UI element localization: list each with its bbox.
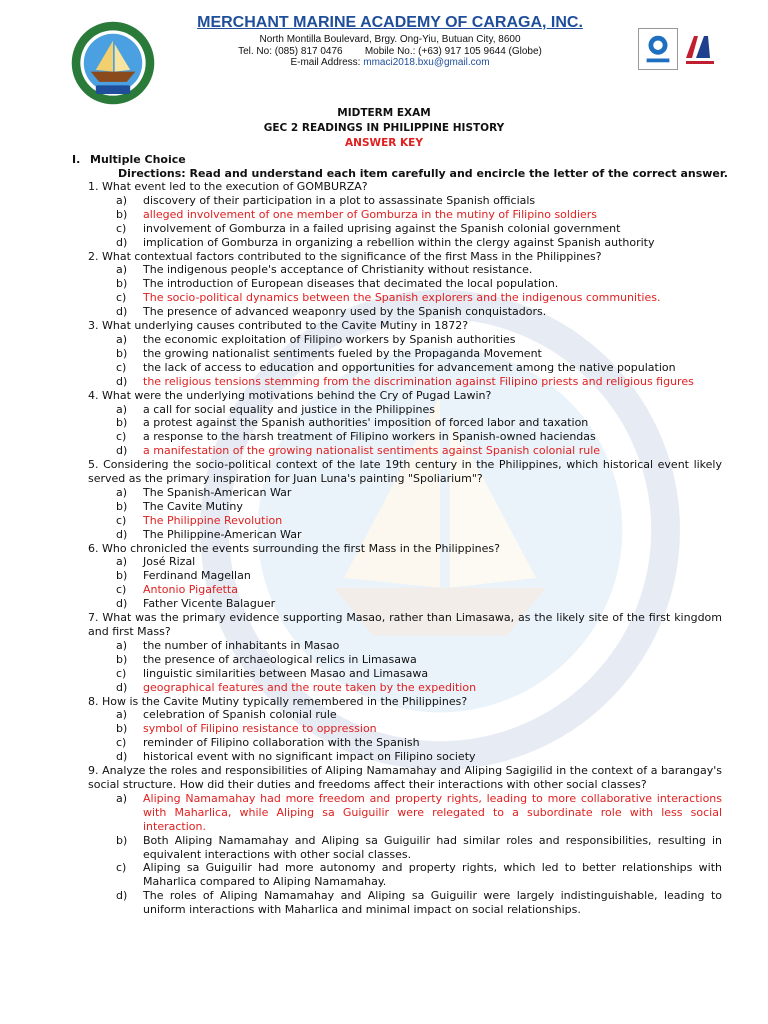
answer-choice[interactable]	[88, 861, 722, 889]
answer-choice[interactable]	[88, 500, 722, 514]
question-text: 2. What contextual factors contributed to the significance of the first Mass in the Philippines?	[88, 249, 602, 263]
choice-text: The roles of Aliping Namamahay and Aliping sa Guiguilir were largely indistinguishable, leading to uniform interactions with Maharlica and minimal impact on social relationships.	[143, 889, 722, 917]
question-text: 8. How is the Cavite Mutiny typically remembered in the Philippines?	[88, 694, 468, 708]
school-name: MERCHANT MARINE ACADEMY OF CARAGA, INC.	[197, 14, 583, 31]
answer-choice[interactable]	[88, 583, 722, 597]
choice-text: the number of inhabitants in Masao	[143, 638, 340, 652]
choice-letter: a)	[116, 193, 128, 207]
choice-text: Aliping sa Guiguilir had more autonomy and property rights, which led to better relationships with Maharlica compared to Aliping Namamahay.	[143, 861, 722, 889]
answer-choice[interactable]	[88, 444, 722, 458]
answer-choice[interactable]	[88, 722, 722, 736]
choice-text: The Cavite Mutiny	[143, 499, 243, 513]
choice-text: discovery of their participation in a plot to assassinate Spanish officials	[143, 193, 536, 207]
choice-text: The Philippine-American War	[143, 527, 302, 541]
choice-letter: c)	[116, 583, 127, 597]
question-text: 7. What was the primary evidence supporting Masao, rather than Limasawa, as the likely site of the first kingdom and first Mass?	[88, 611, 722, 638]
correct-answer-text: Antonio Pigafetta	[143, 583, 238, 597]
exam-titles	[0, 106, 768, 151]
choice-letter: a)	[116, 555, 128, 569]
letterhead	[0, 0, 768, 110]
email-address[interactable]: mmaci2018.bxu@gmail.com	[363, 57, 490, 68]
exam-title: MIDTERM EXAM	[337, 107, 431, 119]
answer-choice[interactable]	[88, 639, 722, 653]
correct-answer-text: The Philippine Revolution	[143, 513, 283, 527]
answer-choice[interactable]	[88, 667, 722, 681]
choice-letter: d)	[116, 680, 128, 694]
answer-choice[interactable]	[88, 263, 722, 277]
choice-letter: b)	[116, 207, 128, 221]
answer-choice[interactable]	[88, 291, 722, 305]
choice-letter: b)	[116, 722, 128, 736]
question-text: 4. What were the underlying motivations behind the Cry of Pugad Lawin?	[88, 388, 492, 402]
choice-letter: d)	[116, 527, 128, 541]
school-address: North Montilla Boulevard, Brgy. Ong-Yiu, Butuan City, 8600	[259, 34, 521, 45]
answer-choice[interactable]	[88, 277, 722, 291]
question-list	[88, 180, 722, 917]
choice-text: linguistic similarities between Masao and Limasawa	[143, 666, 429, 680]
choice-letter: c)	[116, 360, 127, 374]
answer-choice[interactable]	[88, 486, 722, 500]
choice-letter: c)	[116, 221, 127, 235]
answer-choice[interactable]	[88, 375, 722, 389]
choice-letter: d)	[116, 597, 128, 611]
choice-letter: d)	[116, 750, 128, 764]
answer-choice[interactable]	[88, 708, 722, 722]
choice-text: a response to the harsh treatment of Filipino workers in Spanish-owned haciendas	[143, 430, 596, 444]
course-title: GEC 2 READINGS IN PHILIPPINE HISTORY	[263, 122, 505, 134]
choice-letter: c)	[116, 430, 127, 444]
answer-choice[interactable]	[88, 208, 722, 222]
correct-answer-text: The socio-political dynamics between the Spanish explorers and the indigenous communities.	[143, 291, 661, 305]
choice-letter: b)	[116, 416, 128, 430]
choice-letter: b)	[116, 499, 128, 513]
choice-text: José Rizal	[143, 555, 196, 569]
answer-choice[interactable]	[88, 403, 722, 417]
answer-key-label: ANSWER KEY	[345, 137, 423, 149]
choice-letter: c)	[116, 861, 127, 875]
choice-text: implication of Gomburza in organizing a rebellion within the clergy against Spanish authority	[143, 235, 655, 249]
answer-choice[interactable]	[88, 569, 722, 583]
answer-choice[interactable]	[88, 555, 722, 569]
choice-letter: b)	[116, 833, 128, 847]
school-email-line	[160, 57, 620, 68]
choice-letter: c)	[116, 291, 127, 305]
school-seal-icon	[68, 20, 158, 106]
section-heading	[72, 153, 186, 166]
choice-letter: a)	[116, 332, 128, 346]
choice-text: historical event with no significant impact on Filipino society	[143, 750, 476, 764]
correct-answer-text: the religious tensions stemming from the discrimination against Filipino priests and religious figures	[143, 374, 694, 388]
choice-letter: d)	[116, 305, 128, 319]
directions: Directions: Read and understand each item carefully and encircle the letter of the correct answer.	[118, 167, 728, 180]
answer-choice[interactable]	[88, 750, 722, 764]
question-text: 9. Analyze the roles and responsibilities of Aliping Namamahay and Aliping Sagigilid in the context of a barangay's social structure. How did their duties and freedoms affect their interactions with other social classes?	[88, 764, 722, 791]
correct-answer-text: Aliping Namamahay had more freedom and property rights, leading to more collaborative interactions with Maharlica, while Aliping sa Guiguilir were relegated to a subordinate role with less social interaction.	[143, 791, 722, 833]
question-text: 3. What underlying causes contributed to the Cavite Mutiny in 1872?	[88, 319, 469, 333]
choice-letter: d)	[116, 889, 128, 903]
choice-text: The indigenous people's acceptance of Christianity without resistance.	[143, 263, 533, 277]
answer-choice[interactable]	[88, 528, 722, 542]
answer-choice[interactable]	[88, 333, 722, 347]
choice-letter: a)	[116, 791, 128, 805]
choice-text: a protest against the Spanish authorities' imposition of forced labor and taxation	[143, 416, 589, 430]
choice-text: Both Aliping Namamahay and Aliping sa Guiguilir had similar roles and responsibilities, resulting in equivalent interactions with other social classes.	[143, 833, 722, 861]
correct-answer-text: a manifestation of the growing nationalist sentiments against Spanish colonial rule	[143, 444, 601, 458]
choice-letter: a)	[116, 638, 128, 652]
question-text: 1. What event led to the execution of GOMBURZA?	[88, 180, 368, 193]
email-label: E-mail Address:	[290, 57, 364, 68]
section-title: Multiple Choice	[90, 153, 186, 166]
choice-letter: d)	[116, 374, 128, 388]
choice-letter: a)	[116, 708, 128, 722]
choice-letter: b)	[116, 652, 128, 666]
question-text: 5. Considering the socio-political context of the late 19th century in the Philippines, which historical event likely served as the primary inspiration for Juan Luna's painting "Spoliarium"?	[88, 458, 722, 486]
answer-choice[interactable]	[88, 347, 722, 361]
choice-text: the lack of access to education and opportunities for advancement among the native population	[143, 360, 676, 374]
answer-choice[interactable]	[88, 597, 722, 611]
answer-choice[interactable]	[88, 681, 722, 695]
choice-letter: d)	[116, 235, 128, 249]
correct-answer-text: symbol of Filipino resistance to oppression	[143, 722, 377, 736]
choice-letter: a)	[116, 402, 128, 416]
choice-text: celebration of Spanish colonial rule	[143, 708, 337, 722]
answer-choice[interactable]	[88, 194, 722, 208]
answer-choice[interactable]	[88, 222, 722, 236]
choice-text: The presence of advanced weaponry used by the Spanish conquistadors.	[143, 305, 547, 319]
question-text: 6. Who chronicled the events surrounding the first Mass in the Philippines?	[88, 541, 500, 555]
choice-letter: c)	[116, 666, 127, 680]
choice-text: a call for social equality and justice in the Philippines	[143, 402, 435, 416]
answer-choice[interactable]	[88, 305, 722, 319]
choice-text: the economic exploitation of Filipino workers by Spanish authorities	[143, 332, 516, 346]
answer-choice[interactable]	[88, 361, 722, 375]
answer-choice[interactable]	[88, 430, 722, 444]
choice-letter: a)	[116, 263, 128, 277]
answer-choice[interactable]	[88, 736, 722, 750]
choice-text: the presence of archaeological relics in Limasawa	[143, 652, 417, 666]
accreditation-logo-icon	[680, 28, 720, 68]
choice-letter: b)	[116, 277, 128, 291]
choice-letter: c)	[116, 513, 127, 527]
choice-text: The Spanish-American War	[143, 485, 292, 499]
choice-text: The introduction of European diseases that decimated the local population.	[143, 277, 559, 291]
answer-choice[interactable]	[88, 834, 722, 862]
section-numeral: I.	[72, 153, 81, 166]
answer-choice[interactable]	[88, 514, 722, 528]
choice-text: reminder of Filipino collaboration with the Spanish	[143, 736, 420, 750]
correct-answer-text: geographical features and the route taken by the expedition	[143, 680, 477, 694]
choice-text: the growing nationalist sentiments fueled by the Propaganda Movement	[143, 346, 542, 360]
answer-choice[interactable]	[88, 792, 722, 834]
choice-letter: c)	[116, 736, 127, 750]
answer-choice[interactable]	[88, 416, 722, 430]
answer-choice[interactable]	[88, 653, 722, 667]
iso-certification-icon	[638, 28, 678, 70]
choice-text: Ferdinand Magellan	[143, 569, 251, 583]
choice-letter: a)	[116, 485, 128, 499]
choice-letter: b)	[116, 346, 128, 360]
answer-choice[interactable]	[88, 236, 722, 250]
choice-letter: d)	[116, 444, 128, 458]
choice-letter: b)	[116, 569, 128, 583]
school-phone: Tel. No: (085) 817 0476 Mobile No.: (+63) 917 105 9644 (Globe)	[238, 46, 542, 57]
answer-choice[interactable]	[88, 889, 722, 917]
choice-text: involvement of Gomburza in a failed uprising against the Spanish colonial government	[143, 221, 621, 235]
choice-text: Father Vicente Balaguer	[143, 597, 276, 611]
correct-answer-text: alleged involvement of one member of Gomburza in the mutiny of Filipino soldiers	[143, 207, 598, 221]
